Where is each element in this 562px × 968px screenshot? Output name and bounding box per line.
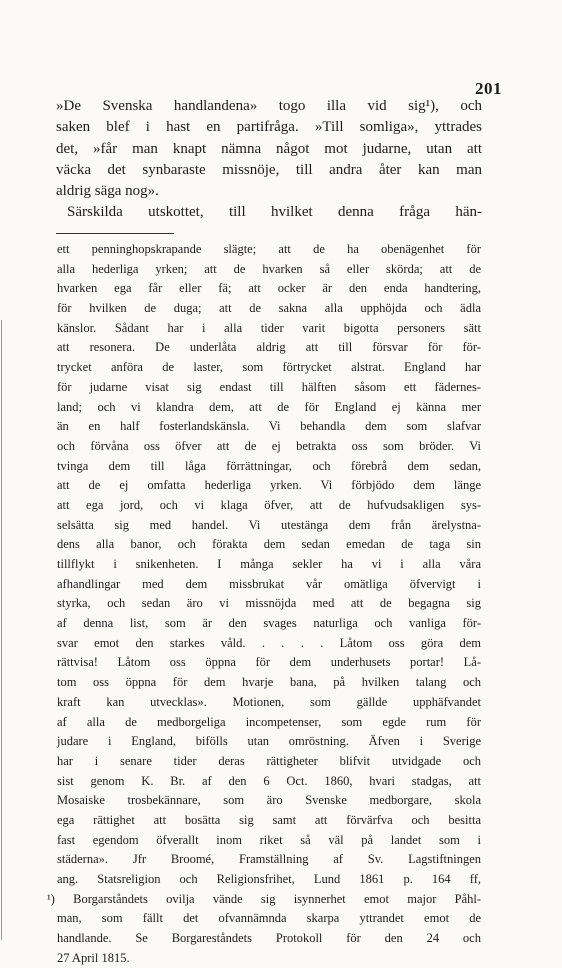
- main-text-line: det, »får man knapt nämna något mot judarne, utan att: [56, 140, 482, 157]
- footnote-line: svar emot den starkes våld. . . . . Låtom oss göra dem: [57, 635, 481, 650]
- footnote-line: kraft kan utvecklas». Motionen, som gällde upphäfvandet: [57, 694, 481, 709]
- main-text-line: saken blef i hast en partifråga. »Till somliga», yttrades: [56, 119, 482, 136]
- footnote-line: att ega jord, och vi klaga öfver, att de hufvudsakligen sys-: [57, 497, 481, 512]
- footnote-line: af alla de medborgeliga incompetenser, som egde rum för: [57, 714, 481, 729]
- footnote-line: dens alla banor, och förakta dem sedan emedan de taga sin: [57, 537, 481, 552]
- main-text-line: aldrig säga nog».: [56, 183, 159, 200]
- footnote-line: styrka, och sedan äro vi missnöjda med att de begagna sig: [57, 596, 481, 611]
- footnote-line: för judarne visat sig endast till hälften såsom ett fädernes-: [57, 379, 481, 394]
- footnote-line: selsätta sig med handel. Vi utestänga dem från ärelystna-: [57, 517, 481, 532]
- footnote-line: städerna». Jfr Broomé, Framställning af Sv. Lagstiftningen: [57, 852, 481, 867]
- footnote-separator: [56, 233, 174, 234]
- main-text-line: Särskilda utskottet, till hvilket denna fråga hän-: [67, 204, 482, 221]
- footnote-line: att de ej omfatta hederliga yrken. Vi förbjödo dem länge: [57, 478, 481, 493]
- footnote-line: tom oss öppna för dem hvarje bana, på hvilken talang och: [57, 675, 481, 690]
- footnote-line: tvinga dem till låga förrättningar, och förebrå dem sedan,: [57, 458, 481, 473]
- footnote-line: att resonera. De underlåta aldrig att till försvar för för-: [57, 340, 481, 355]
- footnote-line: 27 April 1815.: [57, 950, 130, 965]
- footnote-line: land; och vi klandra dem, att de för England ej känna mer: [57, 399, 481, 414]
- footnote-line: afhandlingar med dem missbrukat vår omätliga öfvervigt i: [57, 576, 481, 591]
- footnote-line: ang. Statsreligion och Religionsfrihet, Lund 1861 p. 164 ff,: [57, 872, 481, 886]
- footnote-line: ega rättighet att bosätta sig samt att förvärfva och besitta: [57, 812, 481, 827]
- footnote-line: ¹) Borgarståndets ovilja vände sig isynnerhet emot major Påhl-: [47, 891, 481, 906]
- footnote-line: och förvåna oss öfver att de ej betrakta oss som bröder. Vi: [57, 438, 481, 453]
- footnote-line: har i senare tider deras rättigheter blifvit utvidgade och: [57, 753, 481, 768]
- footnote-line: trycket anföra de laster, som förtrycket alstrat. England har: [57, 360, 481, 375]
- footnote-line: rättvisa! Låtom oss öppna för dem underhusets portar! Lå-: [57, 655, 481, 670]
- footnote-line: Mosaiske trosbekännare, som äro Svenske medborgare, skola: [57, 793, 481, 808]
- footnote-line: än en half fosterlandskänsla. Vi behandla dem som slafvar: [57, 419, 481, 434]
- footnote-line: hvarken ega får eller fä; att ocker är den enda handtering,: [57, 281, 481, 296]
- main-text-line: väcka det synbaraste missnöje, till andra åter kan man: [56, 161, 482, 178]
- footnote-line: ett penninghopskrapande slägte; att de ha obenägenhet för: [57, 242, 481, 256]
- footnote-line: sist genom K. Br. af den 6 Oct. 1860, hvari stadgas, att: [57, 773, 481, 788]
- page-number: 201: [475, 79, 502, 98]
- footnote-line: känslor. Sådant har i alla tider varit bigotta personers sätt: [57, 320, 481, 335]
- footnote-text: [47, 240, 481, 968]
- footnote-line: handlande. Se Borgareståndets Protokoll för den 24 och: [57, 931, 481, 946]
- main-text: [56, 96, 482, 224]
- scan-edge-line: [1, 320, 2, 940]
- footnote-line: judare i England, bifölls utan omröstning. Äfven i Sverige: [57, 734, 481, 749]
- footnote-line: alla hederliga yrken; att de hvarken så eller skörda; att de: [57, 261, 481, 276]
- footnote-line: tillflykt i snikenheten. I många sekler ha vi i alla våra: [57, 557, 481, 571]
- main-text-line: »De Svenska handlandena» togo illa vid sig¹), och: [56, 98, 482, 114]
- footnote-line: för hvilken de duga; att de sakna alla upphöjda och ädla: [57, 301, 481, 316]
- footnote-line: af denna list, som är den svages naturliga och vanliga för-: [57, 616, 481, 631]
- footnote-line: fast egendom öfverallt inom riket så väl på landet som i: [57, 832, 481, 847]
- footnote-line: man, som fällt det ofvannämnda skarpa yttrandet emot de: [57, 911, 481, 926]
